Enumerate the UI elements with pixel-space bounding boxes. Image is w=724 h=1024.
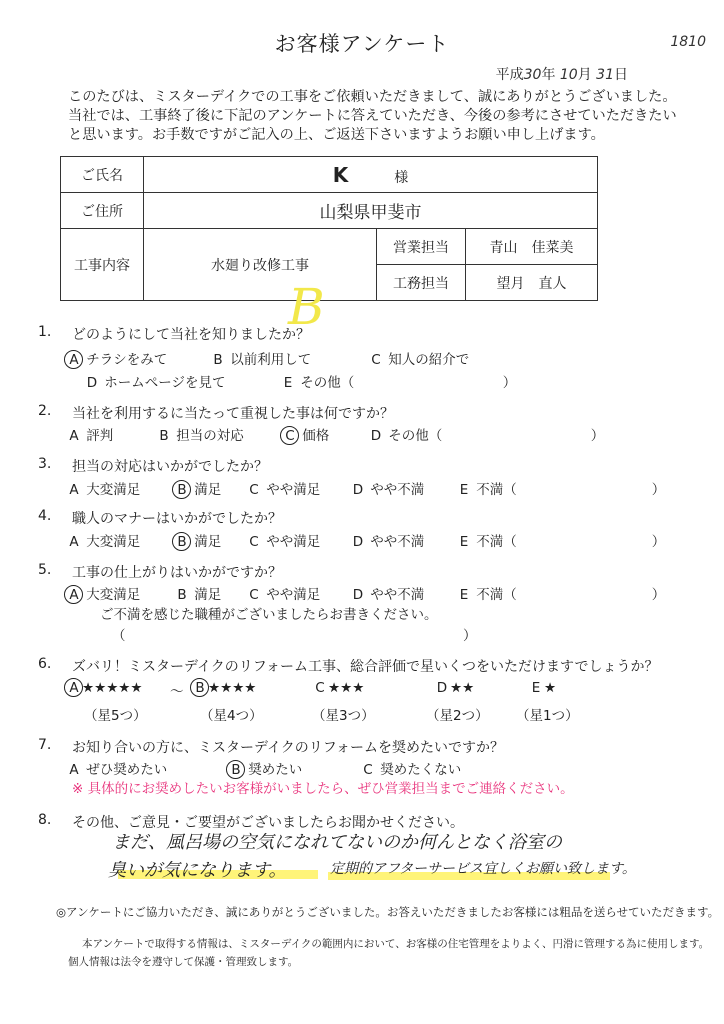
option-label: その他（ ） [300, 375, 517, 391]
option-label: 担当の対応 [176, 428, 244, 444]
option-label: 大変満足 [86, 534, 141, 550]
option-letter: E [459, 534, 469, 550]
question-number: 2. [38, 403, 52, 419]
intro-line: と思います。お手数ですがご記入の上、ご返送下さいますようお願い申し上げます。 [68, 127, 605, 143]
question-text: お知り合いの方に、ミスターデイクのリフォームを奨めたいですか？ [72, 740, 505, 756]
question-text: どのようにして当社を知りましたか？ [72, 327, 310, 343]
q7-option-a[interactable] [66, 758, 167, 778]
option-letter: D [352, 587, 364, 603]
option-label: ぜひ奨めたい [86, 762, 168, 778]
option-label: その他（ ） [388, 428, 605, 444]
option-label: 不満（ ） [476, 482, 666, 498]
q1-option-c[interactable] [368, 348, 469, 368]
q7-option-b[interactable] [228, 758, 302, 778]
option-letter: B [213, 352, 223, 368]
date-year: 30 [523, 67, 542, 83]
customer-info-table [60, 156, 598, 301]
option-letter: A [66, 587, 82, 603]
q2-option-b[interactable] [156, 424, 244, 444]
work-value: 水廻り改修工事 [144, 229, 377, 301]
star-icon: ★★★★★ [82, 680, 143, 696]
option-label: やや不満 [370, 534, 425, 550]
star-icon: ★ [544, 680, 557, 696]
footer-privacy-2: 個人情報は法令を遵守して保護・管理致します。 [68, 956, 299, 968]
q5-option-b[interactable] [174, 583, 221, 603]
q1-option-b[interactable] [210, 348, 311, 368]
question-text: 工事の仕上がりはいかがですか？ [72, 565, 282, 581]
star-icon: ★★★★ [208, 680, 257, 696]
date-month: 10 [559, 67, 578, 83]
option-label: 以前利用して [230, 352, 312, 368]
question-text: その他、ご意見・ご要望がございましたらお聞かせください。 [72, 815, 464, 831]
date-day-suffix: 日 [614, 67, 628, 83]
q3-option-c[interactable] [246, 478, 320, 498]
q4-option-a[interactable] [66, 530, 140, 550]
document-number: 1810 [670, 34, 706, 50]
q6-option-e[interactable] [528, 680, 556, 696]
option-label: 満足 [194, 534, 222, 550]
option-letter: C [249, 534, 259, 550]
intro-text [68, 88, 677, 145]
option-label: やや満足 [266, 534, 321, 550]
option-label: チラシをみて [86, 352, 168, 368]
option-letter: B [159, 428, 169, 444]
q1-option-d[interactable] [84, 371, 226, 391]
q1-option-a[interactable] [66, 348, 167, 368]
date-year-suffix: 年 [541, 67, 556, 83]
q6-option-b[interactable] [192, 680, 256, 696]
option-label: 満足 [194, 482, 222, 498]
grade-mark: B [288, 278, 325, 336]
option-letter: A [66, 680, 82, 696]
question-number: 1. [38, 324, 52, 340]
q6-caption-a: （星5つ） [84, 708, 147, 724]
q8-answer-line1: まだ、風呂場の空気になれてないのか何んとなく浴室の [112, 832, 562, 853]
option-letter: E [531, 680, 541, 696]
option-label: 満足 [194, 587, 222, 603]
option-letter: D [436, 680, 448, 696]
date-field [496, 64, 628, 84]
sales-label: 営業担当 [377, 229, 466, 265]
option-letter: B [174, 482, 190, 498]
name-cell [144, 157, 598, 193]
question-number: 8. [38, 812, 52, 828]
option-letter: E [459, 587, 469, 603]
option-letter: B [192, 680, 208, 696]
q6-option-d[interactable] [434, 680, 474, 696]
option-letter: A [69, 428, 79, 444]
q7-option-c[interactable] [360, 758, 461, 778]
sales-value: 青山 佳菜美 [466, 229, 598, 265]
q8-answer-line2a: 臭いが気になります。 [108, 860, 287, 881]
option-letter: D [370, 428, 382, 444]
q6-caption-e: （星1つ） [516, 708, 579, 724]
option-letter: C [315, 680, 325, 696]
question-number: 4. [38, 508, 52, 524]
option-letter: D [352, 534, 364, 550]
option-letter: D [352, 482, 364, 498]
option-letter: E [459, 482, 469, 498]
option-letter: A [69, 762, 79, 778]
address-value: 山梨県甲斐市 [319, 203, 422, 223]
option-letter: B [177, 587, 187, 603]
construction-value: 望月 直人 [466, 265, 598, 301]
q4-option-c[interactable] [246, 530, 320, 550]
q8-answer-line2b: 定期的アフターサービス宜しくお願い致します。 [330, 861, 636, 877]
option-letter: C [249, 587, 259, 603]
option-label: 価格 [302, 428, 330, 444]
option-label: 不満（ ） [476, 534, 666, 550]
question-number: 3. [38, 456, 52, 472]
option-letter: C [249, 482, 259, 498]
q5-option-c[interactable] [246, 583, 320, 603]
q4-option-e[interactable] [456, 530, 665, 550]
question-text: 担当の対応はいかがでしたか？ [72, 459, 268, 475]
q4-option-d[interactable] [350, 530, 424, 550]
question-number: 6. [38, 656, 52, 672]
option-label: やや不満 [370, 587, 425, 603]
q3-option-a[interactable] [66, 478, 140, 498]
q4-option-b[interactable] [174, 530, 221, 550]
option-letter: A [69, 482, 79, 498]
date-era: 平成 [495, 67, 524, 83]
question-number: 5. [38, 562, 52, 578]
q2-option-c[interactable] [282, 424, 329, 444]
question-text: 職人のマナーはいかがでしたか？ [72, 511, 282, 527]
option-letter: C [282, 428, 298, 444]
question-text: ズバリ！ミスターデイクのリフォーム工事、総合評価で星いくつをいただけますでしょうか？ [72, 659, 659, 675]
q5-option-a[interactable] [66, 583, 140, 603]
q2-option-a[interactable] [66, 424, 113, 444]
question-number: 7. [38, 737, 52, 753]
page-title: お客様アンケート [274, 32, 450, 56]
q3-option-e[interactable] [456, 478, 665, 498]
q3-option-d[interactable] [350, 478, 424, 498]
name-suffix: 様 [394, 169, 409, 186]
date-day: 31 [596, 67, 614, 83]
option-label: やや満足 [266, 482, 321, 498]
q5-sub-text: ご不満を感じた職種がございましたらお書きください。 [100, 607, 438, 623]
option-label: 評判 [86, 428, 114, 444]
option-label: ホームページを見て [104, 375, 226, 391]
q5-option-e[interactable] [456, 583, 665, 603]
q5-option-d[interactable] [350, 583, 424, 603]
option-letter: C [371, 352, 381, 368]
question-text: 当社を利用するに当たって重視した事は何ですか？ [72, 406, 394, 422]
intro-line: 当社では、工事終了後に下記のアンケートに答えていただき、今後の参考にさせていただきたい [68, 108, 677, 124]
q3-option-b[interactable] [174, 478, 221, 498]
option-label: 奨めたい [248, 762, 303, 778]
option-label: 不満（ ） [476, 587, 666, 603]
construction-label: 工務担当 [377, 265, 466, 301]
option-label: やや満足 [266, 587, 321, 603]
work-label: 工事内容 [61, 229, 144, 301]
option-label: 大変満足 [86, 482, 141, 498]
q6-option-c[interactable] [312, 680, 364, 696]
q6-option-a[interactable] [66, 680, 143, 696]
date-month-suffix: 月 [577, 67, 592, 83]
option-letter: B [228, 762, 244, 778]
option-letter: D [86, 375, 98, 391]
option-letter: A [66, 352, 82, 368]
option-letter: A [69, 534, 79, 550]
q2-option-d[interactable] [368, 424, 604, 444]
q5-sub-blank[interactable]: （ ） [112, 628, 477, 644]
option-label: 大変満足 [86, 587, 141, 603]
name-label: ご氏名 [61, 157, 144, 193]
address-label: ご住所 [61, 193, 144, 229]
intro-line: このたびは、ミスターデイクでの工事をご依頼いただきまして、誠にありがとうございました。 [68, 89, 677, 105]
q6-caption-c: （星3つ） [312, 708, 375, 724]
star-icon: ★★ [450, 680, 475, 696]
option-label: 知人の紹介で [388, 352, 470, 368]
option-letter: C [363, 762, 373, 778]
between-mark: 〜 [170, 684, 184, 700]
address-cell [144, 193, 598, 229]
q6-caption-b: （星4つ） [200, 708, 263, 724]
q6-caption-d: （星2つ） [426, 708, 489, 724]
star-icon: ★★★ [328, 680, 365, 696]
option-label: 奨めたくない [380, 762, 462, 778]
option-letter: B [174, 534, 190, 550]
footer-thanks: ◎アンケートにご協力いただき、誠にありがとうございました。お答えいただきましたお客様には粗品を送らせていただきます。 [56, 905, 720, 919]
option-label: やや不満 [370, 482, 425, 498]
option-letter: E [283, 375, 293, 391]
q7-note: ※ 具体的にお奨めしたいお客様がいましたら、ぜひ営業担当までご連絡ください。 [72, 781, 574, 797]
footer-privacy-1: 本アンケートで取得する情報は、ミスターデイクの範囲内において、お客様の住宅管理をよりよく、円滑に管理する為に使用します。 [82, 938, 710, 950]
name-value: K [332, 162, 349, 187]
q1-option-e[interactable] [280, 371, 516, 391]
